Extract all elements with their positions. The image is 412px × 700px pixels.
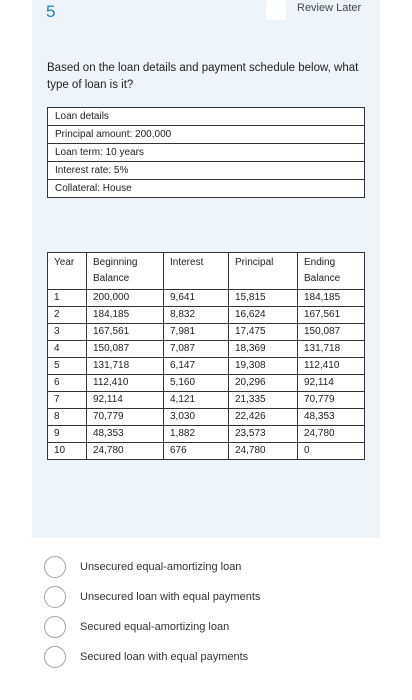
schedule-header-row — [48, 253, 365, 290]
col-header-year: Year — [48, 253, 87, 290]
loan-detail-row: Loan term: 10 years — [48, 144, 365, 162]
answer-option-label: Unsecured loan with equal payments — [80, 591, 261, 603]
table-cell: 9,641 — [164, 290, 229, 307]
table-row — [48, 358, 365, 375]
table-cell: 48,353 — [87, 426, 164, 443]
table-cell: 167,561 — [298, 307, 365, 324]
table-cell: 3,030 — [164, 409, 229, 426]
table-cell: 5,160 — [164, 375, 229, 392]
table-cell: 8,832 — [164, 307, 229, 324]
answer-option-3[interactable] — [44, 615, 364, 639]
answer-option-1[interactable] — [44, 555, 364, 579]
table-cell: 92,114 — [298, 375, 365, 392]
table-cell: 1,882 — [164, 426, 229, 443]
table-cell: 24,780 — [298, 426, 365, 443]
table-cell: 16,624 — [229, 307, 298, 324]
table-row — [48, 426, 365, 443]
table-row — [48, 324, 365, 341]
table-cell: 150,087 — [87, 341, 164, 358]
table-cell: 0 — [298, 443, 365, 460]
radio-button[interactable] — [44, 556, 66, 578]
table-cell: 5 — [48, 358, 87, 375]
question-number: 5 — [46, 2, 56, 21]
table-cell: 92,114 — [87, 392, 164, 409]
radio-button[interactable] — [44, 616, 66, 638]
answer-option-label: Secured equal-amortizing loan — [80, 621, 230, 633]
table-cell: 676 — [164, 443, 229, 460]
review-later-label[interactable]: Review Later — [297, 2, 362, 14]
radio-button[interactable] — [44, 646, 66, 668]
table-cell: 70,779 — [298, 392, 365, 409]
table-cell: 2 — [48, 307, 87, 324]
table-cell: 6 — [48, 375, 87, 392]
col-header-interest: Interest — [164, 253, 229, 290]
loan-detail-row: Principal amount: 200,000 — [48, 126, 365, 144]
table-cell: 131,718 — [298, 341, 365, 358]
answer-option-label: Unsecured equal-amortizing loan — [80, 561, 242, 573]
table-cell: 48,353 — [298, 409, 365, 426]
table-cell: 1 — [48, 290, 87, 307]
table-cell: 184,185 — [87, 307, 164, 324]
table-cell: 4,121 — [164, 392, 229, 409]
table-cell: 23,573 — [229, 426, 298, 443]
table-cell: 22,426 — [229, 409, 298, 426]
table-cell: 17,475 — [229, 324, 298, 341]
question-text: Based on the loan details and payment schedule below, what type of loan is it? — [47, 62, 359, 91]
table-cell: 70,779 — [87, 409, 164, 426]
answer-option-2[interactable] — [44, 585, 364, 609]
loan-details-title: Loan details — [48, 108, 365, 126]
col-header-ending-balance: Ending Balance — [298, 253, 365, 290]
table-row — [48, 392, 365, 409]
table-cell: 131,718 — [87, 358, 164, 375]
table-cell: 167,561 — [87, 324, 164, 341]
answer-option-label: Secured loan with equal payments — [80, 651, 249, 663]
table-row — [48, 307, 365, 324]
table-cell: 7,981 — [164, 324, 229, 341]
table-cell: 150,087 — [298, 324, 365, 341]
table-cell: 4 — [48, 341, 87, 358]
table-cell: 19,308 — [229, 358, 298, 375]
loan-detail-row: Interest rate: 5% — [48, 162, 365, 180]
table-cell: 112,410 — [87, 375, 164, 392]
table-cell: 7 — [48, 392, 87, 409]
table-cell: 10 — [48, 443, 87, 460]
table-row — [48, 290, 365, 307]
payment-schedule-table — [47, 252, 365, 460]
table-cell: 184,185 — [298, 290, 365, 307]
col-header-principal: Principal — [229, 253, 298, 290]
table-cell: 8 — [48, 409, 87, 426]
table-cell: 9 — [48, 426, 87, 443]
table-cell: 24,780 — [229, 443, 298, 460]
table-cell: 7,087 — [164, 341, 229, 358]
review-later-checkbox[interactable] — [266, 0, 286, 20]
table-cell: 24,780 — [87, 443, 164, 460]
loan-details-table — [47, 107, 365, 198]
table-cell: 15,815 — [229, 290, 298, 307]
table-cell: 21,335 — [229, 392, 298, 409]
radio-button[interactable] — [44, 586, 66, 608]
table-row — [48, 341, 365, 358]
table-cell: 3 — [48, 324, 87, 341]
answer-option-4[interactable] — [44, 645, 364, 669]
table-cell: 18,369 — [229, 341, 298, 358]
table-row — [48, 443, 365, 460]
loan-detail-row: Collateral: House — [48, 180, 365, 198]
table-row — [48, 409, 365, 426]
col-header-beginning-balance: Beginning Balance — [87, 253, 164, 290]
table-cell: 20,296 — [229, 375, 298, 392]
table-cell: 112,410 — [298, 358, 365, 375]
table-row — [48, 375, 365, 392]
table-cell: 200,000 — [87, 290, 164, 307]
table-cell: 6,147 — [164, 358, 229, 375]
